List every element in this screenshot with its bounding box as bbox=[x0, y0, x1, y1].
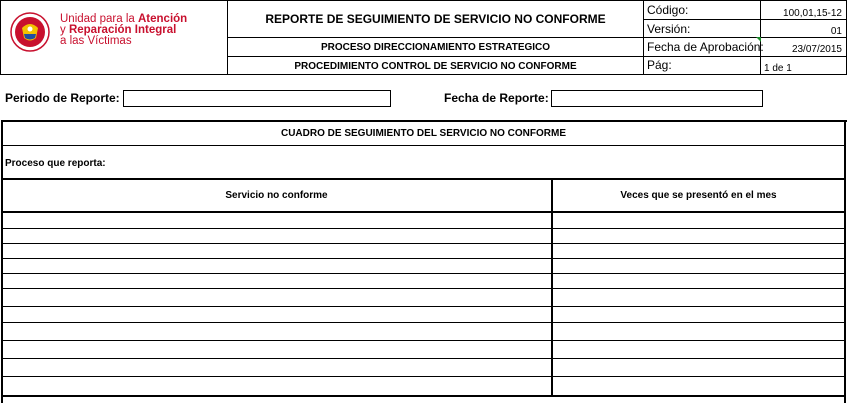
entity-line3: a las Víctimas bbox=[60, 35, 132, 47]
header-bottom-border bbox=[0, 74, 847, 75]
periodo-label: Periodo de Reporte: bbox=[5, 91, 120, 105]
table-row[interactable] bbox=[2, 258, 845, 259]
table-row[interactable] bbox=[2, 288, 845, 289]
cell-note-marker bbox=[756, 37, 761, 42]
table-row[interactable] bbox=[2, 228, 845, 229]
document-title: REPORTE DE SEGUIMIENTO DE SERVICIO NO CONFORME bbox=[265, 12, 606, 26]
entity-line2-prefix: y bbox=[60, 24, 69, 36]
title-row-divider bbox=[227, 37, 847, 38]
table-row[interactable] bbox=[2, 306, 845, 307]
header-top-border bbox=[0, 0, 847, 1]
codigo-value: 100,01,15-12 bbox=[783, 8, 842, 19]
meta-row-divider-1 bbox=[643, 19, 847, 20]
columns-top-border bbox=[2, 178, 845, 180]
table-row[interactable] bbox=[2, 322, 845, 323]
periodo-input[interactable] bbox=[123, 90, 391, 107]
colombia-seal-logo bbox=[10, 12, 50, 52]
fecha-reporte-input[interactable] bbox=[551, 90, 763, 107]
entity-line1-prefix: Unidad para la bbox=[60, 13, 138, 25]
table-row[interactable] bbox=[2, 340, 845, 341]
col-servicio-header: Servicio no conforme bbox=[225, 190, 328, 201]
cuadro-title: CUADRO DE SEGUIMIENTO DEL SERVICIO NO CONFORME bbox=[280, 128, 567, 139]
version-value: 01 bbox=[830, 26, 842, 37]
fecha-aprobacion-value: 23/07/2015 bbox=[791, 44, 842, 55]
version-label: Versión: bbox=[647, 22, 691, 36]
procedure-name: PROCEDIMIENTO CONTROL DE SERVICIO NO CONFORME bbox=[294, 61, 577, 72]
table-row[interactable] bbox=[2, 358, 845, 359]
entity-line2-emph: Reparación Integral bbox=[68, 24, 177, 36]
cuadro-left-border bbox=[1, 120, 3, 403]
entity-line1-emph: Atención bbox=[138, 13, 188, 25]
cuadro-right-border bbox=[844, 120, 846, 403]
table-row[interactable] bbox=[2, 376, 845, 377]
columns-header-bottom bbox=[2, 211, 845, 213]
codigo-label: Código: bbox=[647, 3, 689, 17]
cuadro-bottom-border bbox=[2, 395, 845, 397]
cuadro-title-divider bbox=[2, 145, 845, 146]
fecha-reporte-label: Fecha de Reporte: bbox=[444, 91, 549, 105]
process-row-divider bbox=[227, 56, 644, 57]
table-row[interactable] bbox=[2, 243, 845, 244]
header-left-border bbox=[0, 0, 1, 75]
fecha-aprobacion-label: Fecha de Aprobación: bbox=[647, 40, 764, 54]
pag-value: 1 de 1 bbox=[764, 63, 792, 74]
proceso-reporta-label[interactable]: Proceso que reporta: bbox=[5, 158, 106, 169]
col-veces-header: Veces que se presentó en el mes bbox=[620, 190, 777, 201]
cuadro-top-border bbox=[1, 120, 847, 122]
pag-label: Pág: bbox=[647, 58, 672, 72]
entity-name bbox=[60, 14, 225, 47]
meta-row-divider-3 bbox=[643, 56, 847, 57]
process-name: PROCESO DIRECCIONAMIENTO ESTRATEGICO bbox=[320, 42, 551, 53]
table-row[interactable] bbox=[2, 273, 845, 274]
